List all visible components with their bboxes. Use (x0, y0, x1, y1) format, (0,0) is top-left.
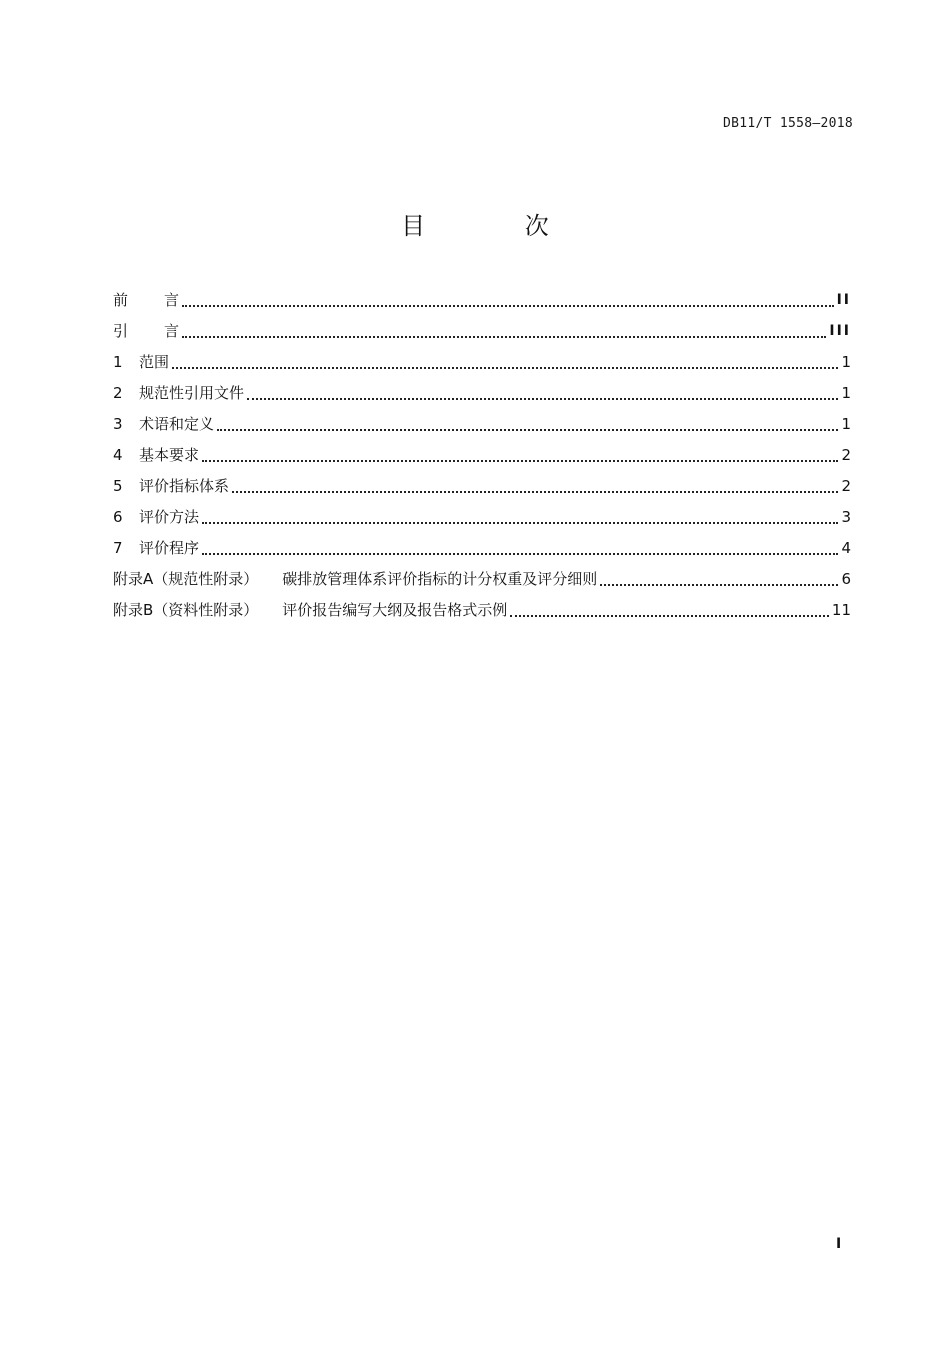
toc-entry-terms-definitions[interactable] (113, 409, 851, 440)
toc-entry-scope[interactable] (113, 347, 851, 378)
toc-entry-normative-references[interactable] (113, 378, 851, 409)
dot-leader (202, 522, 838, 524)
toc-entry-appendix-a[interactable] (113, 564, 851, 595)
dot-leader (202, 460, 838, 462)
toc-entry-evaluation-method[interactable] (113, 502, 851, 533)
toc-entry-label: 范围 (139, 353, 170, 371)
appendix-label: 附录B（资料性附录） (113, 601, 259, 619)
toc-entry-indicator-system[interactable] (113, 471, 851, 502)
toc-entry-page: 6 (841, 570, 851, 588)
toc-entry-label: 评价程序 (139, 539, 200, 557)
toc-entry-foreword[interactable] (113, 285, 851, 316)
toc-entry-page: 3 (841, 508, 851, 526)
toc-entry-label: 引 (113, 322, 165, 340)
standard-code: DB11/T 1558—2018 (722, 116, 853, 131)
toc-entry-basic-requirements[interactable] (113, 440, 851, 471)
dot-leader (217, 429, 838, 431)
toc-entry-page: 1 (841, 353, 851, 371)
toc-entry-number: 1 (113, 353, 123, 371)
dot-leader (600, 584, 838, 586)
table-of-contents (113, 285, 851, 626)
toc-entry-page: 1 (841, 384, 851, 402)
toc-entry-label-tail: 言 (164, 322, 180, 340)
toc-entry-number: 2 (113, 384, 123, 402)
appendix-label: 附录A（规范性附录） (113, 570, 259, 588)
toc-entry-number: 6 (113, 508, 123, 526)
toc-entry-label: 基本要求 (139, 446, 200, 464)
dot-leader (247, 398, 838, 400)
toc-entry-page: 2 (841, 477, 851, 495)
toc-entry-introduction[interactable] (113, 316, 851, 347)
appendix-name: 碳排放管理体系评价指标的计分权重及评分细则 (282, 570, 598, 588)
toc-entry-label: 评价指标体系 (139, 477, 230, 495)
dot-leader (172, 367, 838, 369)
toc-entry-page: 4 (841, 539, 851, 557)
toc-entry-number: 3 (113, 415, 123, 433)
toc-entry-label: 术语和定义 (139, 415, 215, 433)
dot-leader (202, 553, 838, 555)
appendix-name: 评价报告编写大纲及报告格式示例 (282, 601, 508, 619)
toc-entry-evaluation-procedure[interactable] (113, 533, 851, 564)
toc-entry-page: 1 (841, 415, 851, 433)
toc-entry-number: 5 (113, 477, 123, 495)
toc-entry-label-tail: 言 (164, 291, 180, 309)
toc-entry-page: III (829, 323, 851, 339)
dot-leader (182, 305, 834, 307)
toc-entry-page: 2 (841, 446, 851, 464)
dot-leader (232, 491, 838, 493)
toc-entry-number: 4 (113, 446, 123, 464)
toc-entry-page: 11 (831, 601, 851, 619)
toc-entry-label: 规范性引用文件 (139, 384, 245, 402)
toc-entry-appendix-b[interactable] (113, 595, 851, 626)
toc-entry-label: 评价方法 (139, 508, 200, 526)
dot-leader (510, 615, 829, 617)
toc-entry-page: II (836, 292, 851, 308)
dot-leader (182, 336, 826, 338)
toc-entry-number: 7 (113, 539, 123, 557)
page-number: I (836, 1236, 842, 1252)
toc-title: 目 次 (401, 212, 595, 240)
toc-entry-label: 前 (113, 291, 165, 309)
